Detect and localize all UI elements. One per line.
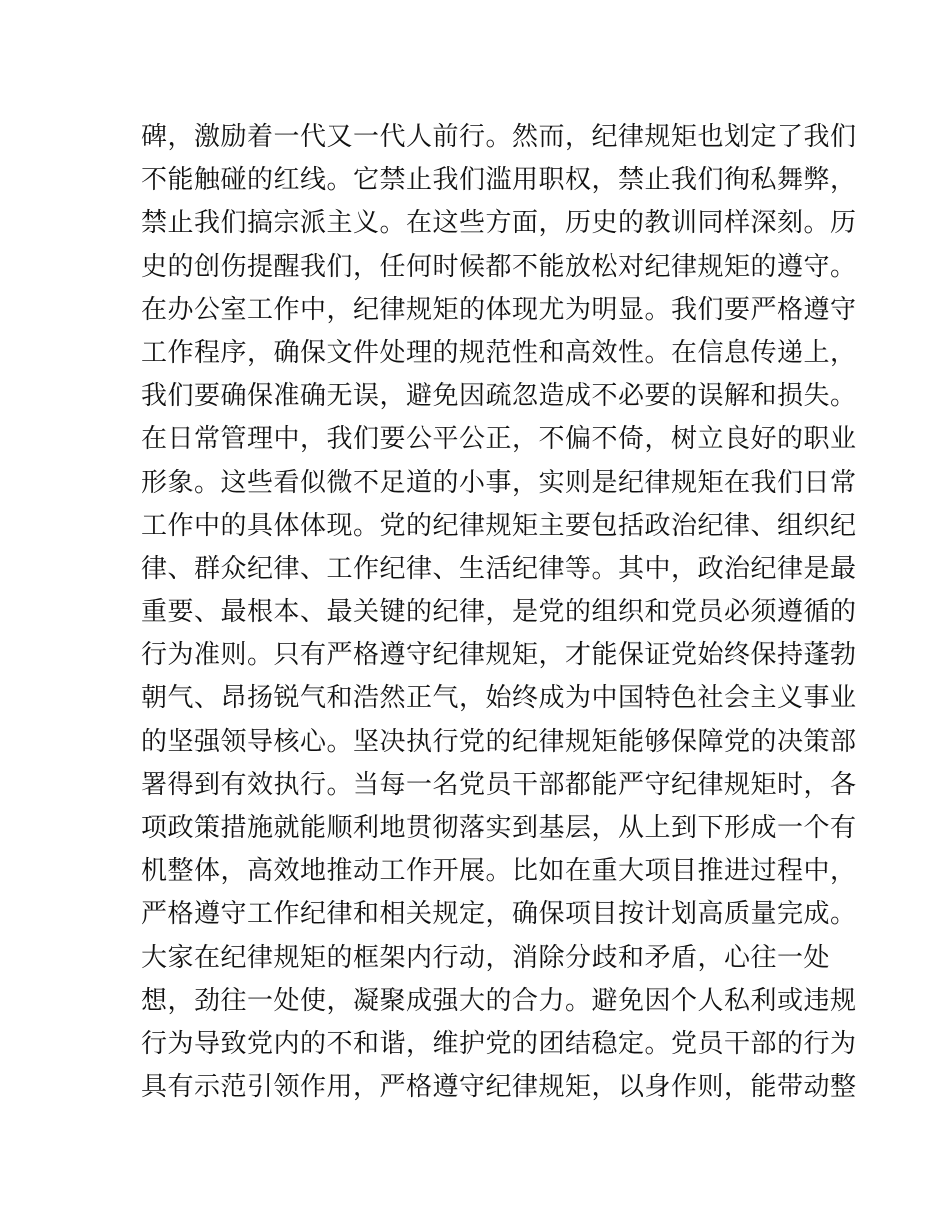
text-line: 严格遵守工作纪律和相关规定，确保项目按计划高质量完成。 <box>141 899 857 930</box>
text-line: 具有示范引领作用，严格遵守纪律规矩，以身作则，能带动整 <box>141 1072 857 1103</box>
text-line: 形象。这些看似微不足道的小事，实则是纪律规矩在我们日常 <box>141 467 857 498</box>
text-line: 律、群众纪律、工作纪律、生活纪律等。其中，政治纪律是最 <box>141 553 857 584</box>
text-line: 碑，激励着一代又一代人前行。然而，纪律规矩也划定了我们 <box>141 122 857 152</box>
text-line: 不能触碰的红线。它禁止我们滥用职权，禁止我们徇私舞弊， <box>141 165 857 196</box>
text-line: 朝气、昂扬锐气和浩然正气，始终成为中国特色社会主义事业 <box>141 683 857 714</box>
text-line: 行为准则。只有严格遵守纪律规矩，才能保证党始终保持蓬勃 <box>141 640 857 671</box>
text-line: 工作程序，确保文件处理的规范性和高效性。在信息传递上， <box>141 337 857 368</box>
text-line: 的坚强领导核心。坚决执行党的纪律规矩能够保障党的决策部 <box>141 726 857 757</box>
text-line: 史的创伤提醒我们，任何时候都不能放松对纪律规矩的遵守。 <box>141 251 857 282</box>
text-line: 行为导致党内的不和谐，维护党的团结稳定。党员干部的行为 <box>141 1028 857 1059</box>
text-line: 大家在纪律规矩的框架内行动，消除分歧和矛盾，心往一处 <box>141 942 831 973</box>
text-line: 在办公室工作中，纪律规矩的体现尤为明显。我们要严格遵守 <box>141 294 857 325</box>
text-line: 在日常管理中，我们要公平公正，不偏不倚，树立良好的职业 <box>141 424 857 455</box>
text-line: 机整体，高效地推动工作开展。比如在重大项目推进过程中， <box>141 856 857 887</box>
text-line: 想，劲往一处使，凝聚成强大的合力。避免因个人私利或违规 <box>141 985 857 1016</box>
text-line: 我们要确保准确无误，避免因疏忽造成不必要的误解和损失。 <box>141 381 857 412</box>
body-text <box>141 116 857 1109</box>
text-line: 禁止我们搞宗派主义。在这些方面，历史的教训同样深刻。历 <box>141 208 857 239</box>
text-line: 署得到有效执行。当每一名党员干部都能严守纪律规矩时，各 <box>141 769 857 800</box>
text-line: 工作中的具体体现。党的纪律规矩主要包括政治纪律、组织纪 <box>141 510 857 541</box>
text-line: 重要、最根本、最关键的纪律，是党的组织和党员必须遵循的 <box>141 597 857 628</box>
text-line: 项政策措施就能顺利地贯彻落实到基层，从上到下形成一个有 <box>141 813 857 843</box>
